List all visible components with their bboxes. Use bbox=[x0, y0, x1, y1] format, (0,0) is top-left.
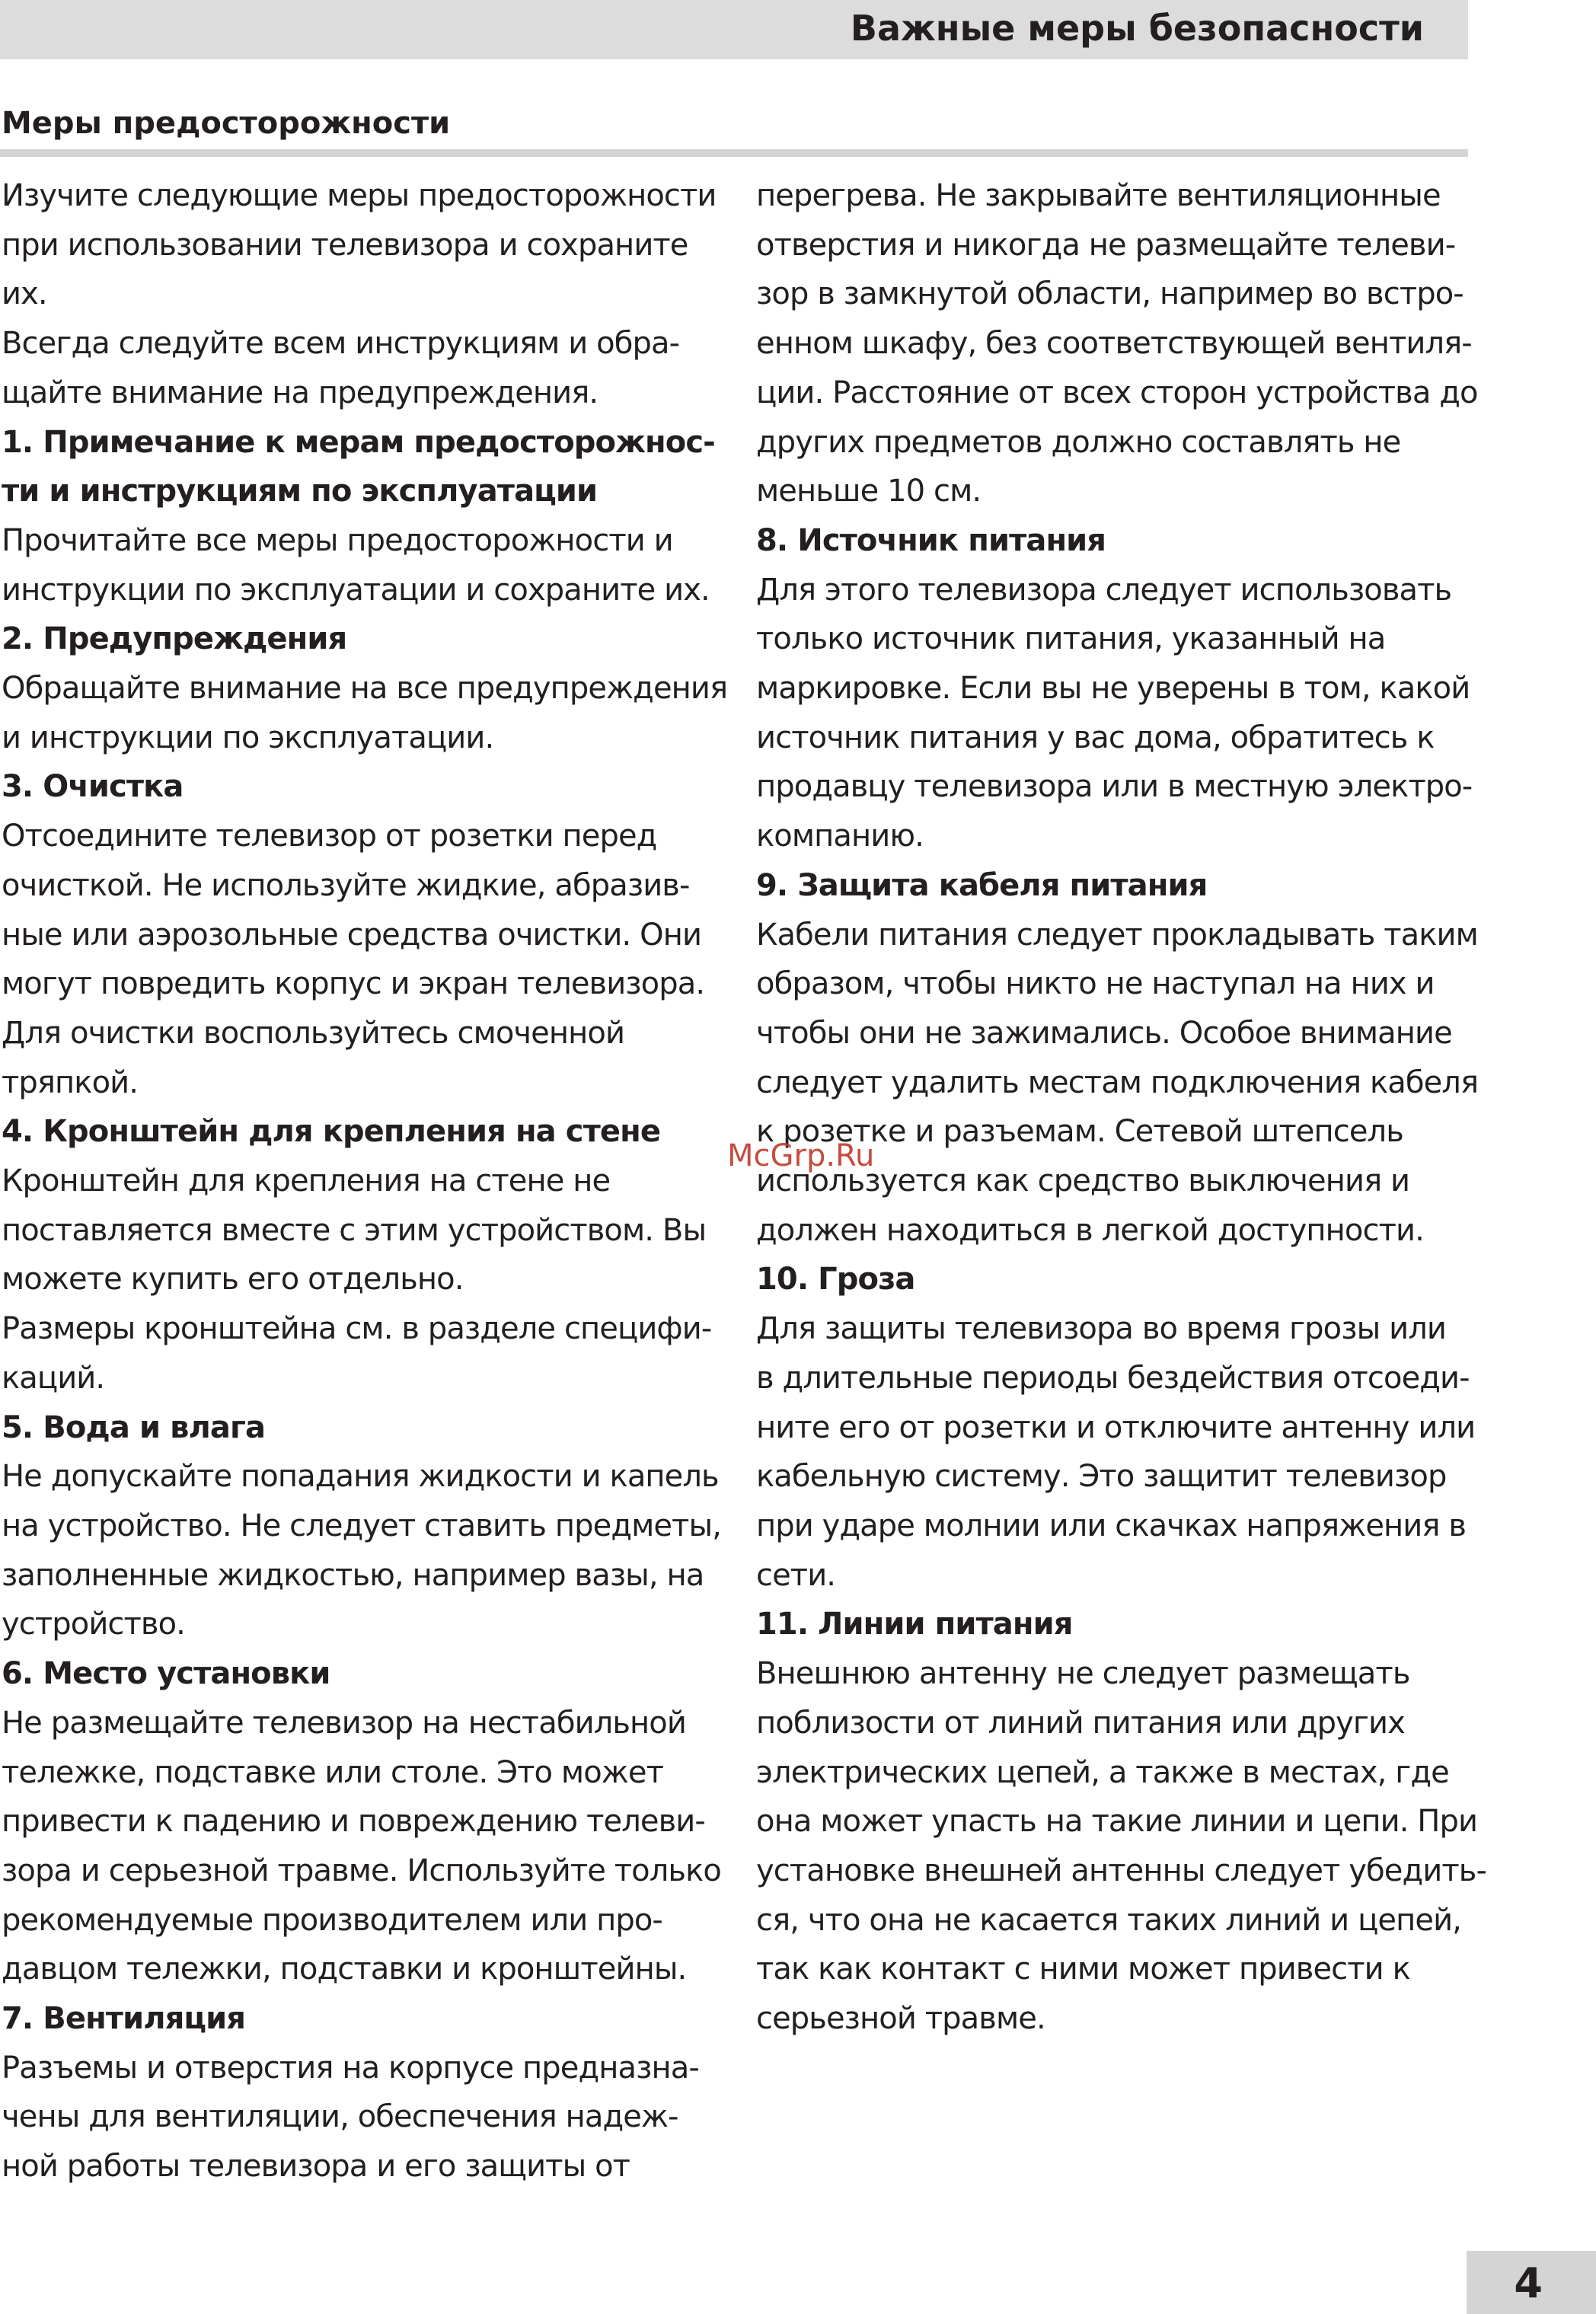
body-text-line: очисткой. Не используйте жидкие, абразив- bbox=[2, 867, 690, 903]
body-text-line: Для этого телевизора следует использовать bbox=[756, 572, 1452, 608]
body-text-line: чены для вентиляции, обеспечения надеж- bbox=[2, 2099, 678, 2135]
body-text-line: могут повредить корпус и экран телевизора. bbox=[2, 966, 705, 1002]
body-text-line: зора и серьезной травме. Используйте только bbox=[2, 1853, 721, 1888]
body-text-line: источник питания у вас дома, обратитесь к bbox=[756, 720, 1435, 755]
body-text-line: инструкции по эксплуатации и сохраните их. bbox=[2, 572, 710, 608]
body-text-line: Изучите следующие меры предосторожности bbox=[2, 178, 717, 213]
body-text-line: и инструкции по эксплуатации. bbox=[2, 720, 494, 755]
body-text-line: сети. bbox=[756, 1557, 836, 1593]
body-text-line: поблизости от линий питания или других bbox=[756, 1705, 1405, 1741]
body-text-line: образом, чтобы никто не наступал на них и bbox=[756, 966, 1435, 1002]
body-text-line: только источник питания, указанный на bbox=[756, 621, 1386, 657]
body-text-line: других предметов должно составлять не bbox=[756, 424, 1401, 460]
body-text-line: ся, что она не касается таких линий и цепей, bbox=[756, 1902, 1461, 1938]
body-text-line: каций. bbox=[2, 1360, 105, 1396]
body-text-line: устройство. bbox=[2, 1607, 185, 1642]
body-text-line: Прочитайте все меры предосторожности и bbox=[2, 522, 673, 558]
body-text-line: в длительные периоды бездействия отсоеди- bbox=[756, 1360, 1470, 1396]
body-text-line: их. bbox=[2, 276, 47, 312]
body-text-line: поставляется вместе с этим устройством. Вы bbox=[2, 1212, 707, 1248]
body-text-line: Размеры кронштейна см. в разделе специфи- bbox=[2, 1311, 712, 1347]
body-text-line: отверстия и никогда не размещайте телеви- bbox=[756, 227, 1456, 263]
section-heading: 7. Вентиляция bbox=[2, 2001, 246, 2037]
body-text-line: рекомендуемые производителем или про- bbox=[2, 1902, 662, 1938]
body-text-line: заполненные жидкостью, например вазы, на bbox=[2, 1557, 704, 1593]
body-text-line: Внешнюю антенну не следует размещать bbox=[756, 1656, 1410, 1692]
body-text-line: Для защиты телевизора во время грозы или bbox=[756, 1311, 1446, 1347]
body-text-line: Не допускайте попадания жидкости и капель bbox=[2, 1459, 719, 1495]
body-text-line: ции. Расстояние от всех сторон устройства до bbox=[756, 375, 1478, 410]
section-title: Меры предосторожности bbox=[2, 106, 451, 141]
body-text-line: тряпкой. bbox=[2, 1064, 139, 1100]
body-text-line: при использовании телевизора и сохраните bbox=[2, 227, 688, 263]
body-text-line: можете купить его отдельно. bbox=[2, 1262, 464, 1297]
body-text-line: чтобы они не зажимались. Особое внимание bbox=[756, 1015, 1452, 1051]
page-number: 4 bbox=[1514, 2259, 1543, 2307]
section-heading: 10. Гроза bbox=[756, 1262, 915, 1297]
section-heading: 5. Вода и влага bbox=[2, 1409, 266, 1445]
section-divider bbox=[0, 149, 1468, 157]
body-text-line: привести к падению и повреждению телеви- bbox=[2, 1804, 705, 1840]
section-heading: 1. Примечание к мерам предосторожнос- bbox=[2, 424, 715, 460]
page-header bbox=[0, 0, 1468, 59]
body-text-line: к розетке и разъемам. Сетевой штепсель bbox=[756, 1114, 1403, 1150]
body-text-line: щайте внимание на предупреждения. bbox=[2, 375, 598, 410]
section-heading: 11. Линии питания bbox=[756, 1607, 1073, 1642]
section-heading: 8. Источник питания bbox=[756, 522, 1106, 558]
section-heading: 9. Защита кабеля питания bbox=[756, 867, 1208, 903]
body-text-line: давцом тележки, подставки и кронштейны. bbox=[2, 1952, 687, 1987]
body-text-line: Для очистки воспользуйтесь смоченной bbox=[2, 1015, 625, 1051]
body-text-line: меньше 10 см. bbox=[756, 474, 982, 509]
body-text-line: Не размещайте телевизор на нестабильной bbox=[2, 1705, 686, 1741]
body-text-line: кабельную систему. Это защитит телевизор bbox=[756, 1459, 1447, 1495]
body-text-line: следует удалить местам подключения кабеля bbox=[756, 1064, 1479, 1100]
section-heading: 3. Очистка bbox=[2, 769, 184, 805]
page-title: Важные меры безопасности bbox=[850, 8, 1424, 49]
body-text-line: ные или аэрозольные средства очистки. Они bbox=[2, 917, 702, 953]
body-text-line: электрических цепей, а также в местах, где bbox=[756, 1754, 1449, 1790]
body-text-line: должен находиться в легкой доступности. bbox=[756, 1212, 1424, 1248]
section-heading: ти и инструкциям по эксплуатации bbox=[2, 474, 598, 509]
body-text-line: она может упасть на такие линии и цепи. При bbox=[756, 1804, 1478, 1840]
body-text-line: зор в замкнутой области, например во встро- bbox=[756, 276, 1464, 312]
body-text-line: продавцу телевизора или в местную электро- bbox=[756, 769, 1473, 805]
body-text-line: ной работы телевизора и его защиты от bbox=[2, 2149, 630, 2185]
body-text-line: Всегда следуйте всем инструкциям и обра- bbox=[2, 326, 680, 362]
body-text-line: так как контакт с ними может привести к bbox=[756, 1952, 1410, 1987]
body-text-line: Отсоедините телевизор от розетки перед bbox=[2, 819, 657, 854]
left-column bbox=[2, 171, 728, 2191]
section-heading: 6. Место установки bbox=[2, 1656, 330, 1692]
body-text-line: Кронштейн для крепления на стене не bbox=[2, 1163, 611, 1199]
body-text-line: на устройство. Не следует ставить предметы, bbox=[2, 1508, 721, 1543]
body-text-line: ните его от розетки и отключите антенну или bbox=[756, 1409, 1476, 1445]
body-text-line: маркировке. Если вы не уверены в том, какой bbox=[756, 671, 1470, 707]
body-text-line: Кабели питания следует прокладывать таким bbox=[756, 917, 1478, 953]
body-text-line: Обращайте внимание на все предупреждения bbox=[2, 671, 728, 707]
body-text-line: используется как средство выключения и bbox=[756, 1163, 1410, 1199]
watermark: McGrp.Ru bbox=[727, 1138, 875, 1173]
body-text-line: енном шкафу, без соответствующей вентиля- bbox=[756, 326, 1472, 362]
right-column bbox=[756, 171, 1486, 2044]
section-heading: 4. Кронштейн для крепления на стене bbox=[2, 1114, 661, 1150]
page-number-box bbox=[1467, 2251, 1596, 2314]
body-text-line: Разъемы и отверстия на корпусе предназна- bbox=[2, 2050, 699, 2086]
section-heading: 2. Предупреждения bbox=[2, 621, 347, 657]
body-text-line: компанию. bbox=[756, 819, 924, 854]
body-text-line: перегрева. Не закрывайте вентиляционные bbox=[756, 178, 1441, 213]
body-text-line: установке внешней антенны следует убедить- bbox=[756, 1853, 1486, 1888]
body-text-line: тележке, подставке или столе. Это может bbox=[2, 1754, 664, 1790]
body-text-line: при ударе молнии или скачках напряжения в bbox=[756, 1508, 1467, 1543]
body-text-line: серьезной травме. bbox=[756, 2001, 1045, 2037]
